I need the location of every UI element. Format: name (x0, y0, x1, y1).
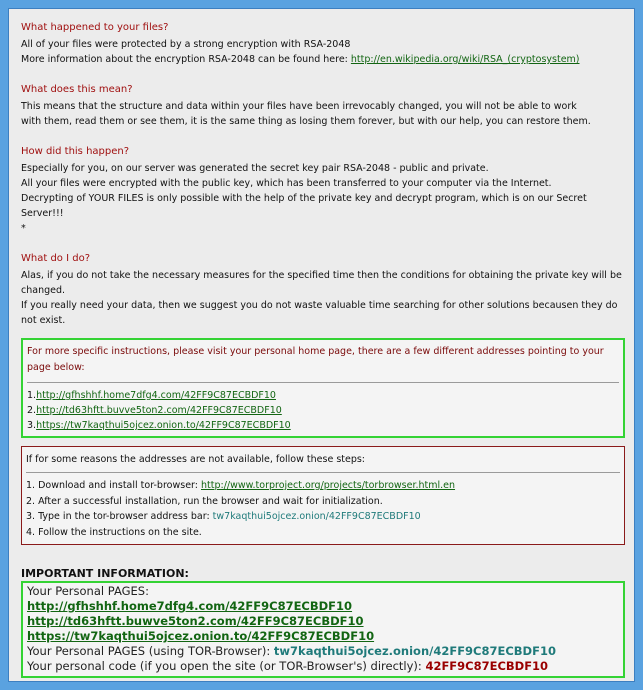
tor-step-1 (26, 478, 620, 494)
tor-step-4: 4. Follow the instructions on the site. (26, 526, 202, 538)
personal-page-link-3[interactable]: https://tw7kaqthui5ojcez.onion.to/42FF9C87ECBDF10 (36, 420, 291, 431)
tor-pages-label: Your Personal PAGES (using TOR-Browser): (27, 644, 274, 658)
pages-intro: For more specific instructions, please visit your personal home page, there are a few different addresses pointing to your page below: (27, 346, 604, 373)
important-link-1[interactable]: http://gfhshhf.home7dfg4.com/42FF9C87ECBDF10 (27, 599, 353, 613)
tor-onion-address: tw7kaqthui5ojcez.onion/42FF9C87ECBDF10 (212, 511, 421, 522)
section-what-do (21, 252, 625, 328)
section-line-with-link (21, 52, 625, 67)
tor-step-3 (26, 509, 620, 525)
section-heading: How did this happen? (21, 146, 130, 157)
pages-label: Your Personal PAGES: (27, 584, 149, 598)
item-number: 3. (27, 420, 37, 431)
section-line: All your files were encrypted with the public key, which has been transferred to your computer via the Internet. (21, 178, 552, 189)
step-text: 1. Download and install tor-browser: (26, 480, 201, 491)
important-title: IMPORTANT INFORMATION: (21, 567, 189, 580)
personal-code-label: Your personal code (if you open the site (or TOR-Browser's) directly): (27, 659, 426, 673)
important-info-box (21, 581, 625, 678)
tor-pages-address: tw7kaqthui5ojcez.onion/42FF9C87ECBDF10 (273, 644, 556, 658)
divider (26, 472, 620, 473)
personal-page-link-1[interactable]: http://gfhshhf.home7dfg4.com/42FF9C87ECBDF10 (36, 390, 276, 401)
section-what-means (21, 83, 625, 129)
section-line: with them, read them or see them, it is the same thing as losing them forever, but with our help, you can restore them. (21, 116, 591, 127)
tor-step-2: 2. After a successful installation, run the browser and wait for initialization. (26, 495, 383, 507)
important-link-2[interactable]: http://td63hftt.buwve5ton2.com/42FF9C87ECBDF10 (27, 614, 364, 628)
section-heading: What does this mean? (21, 84, 133, 95)
item-number: 2. (27, 405, 37, 416)
section-line: Especially for you, on our server was generated the secret key pair RSA-2048 - public and private. (21, 163, 489, 174)
section-line: This means that the structure and data within your files have been irrevocably changed, you will not be able to work (21, 101, 577, 112)
divider (27, 382, 619, 383)
list-item (27, 418, 619, 433)
section-heading: What do I do? (21, 253, 90, 264)
personal-code-line (27, 659, 619, 674)
item-number: 1. (27, 390, 37, 401)
section-line-text: More information about the encryption RSA-2048 can be found here: (21, 54, 351, 65)
tor-pages-line (27, 644, 619, 659)
list-item (27, 403, 619, 418)
section-heading: What happened to your files? (21, 22, 169, 33)
section-line: If you really need your data, then we suggest you do not waste valuable time searching for other solutions becausen they do not exist. (21, 300, 618, 326)
personal-pages-box (21, 338, 625, 438)
section-line: All of your files were protected by a strong encryption with RSA-2048 (21, 39, 351, 50)
note-content (21, 21, 625, 678)
section-how-happen (21, 145, 625, 236)
torproject-link[interactable]: http://www.torproject.org/projects/torbrowser.html.en (201, 480, 456, 491)
section-line: Alas, if you do not take the necessary measures for the specified time then the conditions for obtaining the private key will be changed. (21, 270, 622, 296)
section-line: Decrypting of YOUR FILES is only possible with the help of the private key and decrypt program, which is on our Secret Server!!! (21, 193, 587, 219)
important-link-3[interactable]: https://tw7kaqthui5ojcez.onion.to/42FF9C87ECBDF10 (27, 629, 375, 643)
section-line: * (21, 223, 26, 234)
tor-instructions-box (21, 446, 625, 545)
wikipedia-rsa-link[interactable]: http://en.wikipedia.org/wiki/RSA_(cryptosystem) (350, 54, 580, 65)
section-what-happened (21, 21, 625, 67)
personal-code: 42FF9C87ECBDF10 (425, 659, 549, 673)
step-text: 3. Type in the tor-browser address bar: (26, 511, 213, 522)
ransom-note-page (8, 8, 635, 682)
personal-page-link-2[interactable]: http://td63hftt.buvve5ton2.com/42FF9C87ECBDF10 (36, 405, 282, 416)
list-item (27, 388, 619, 403)
tor-intro: If for some reasons the addresses are not available, follow these steps: (26, 454, 366, 465)
